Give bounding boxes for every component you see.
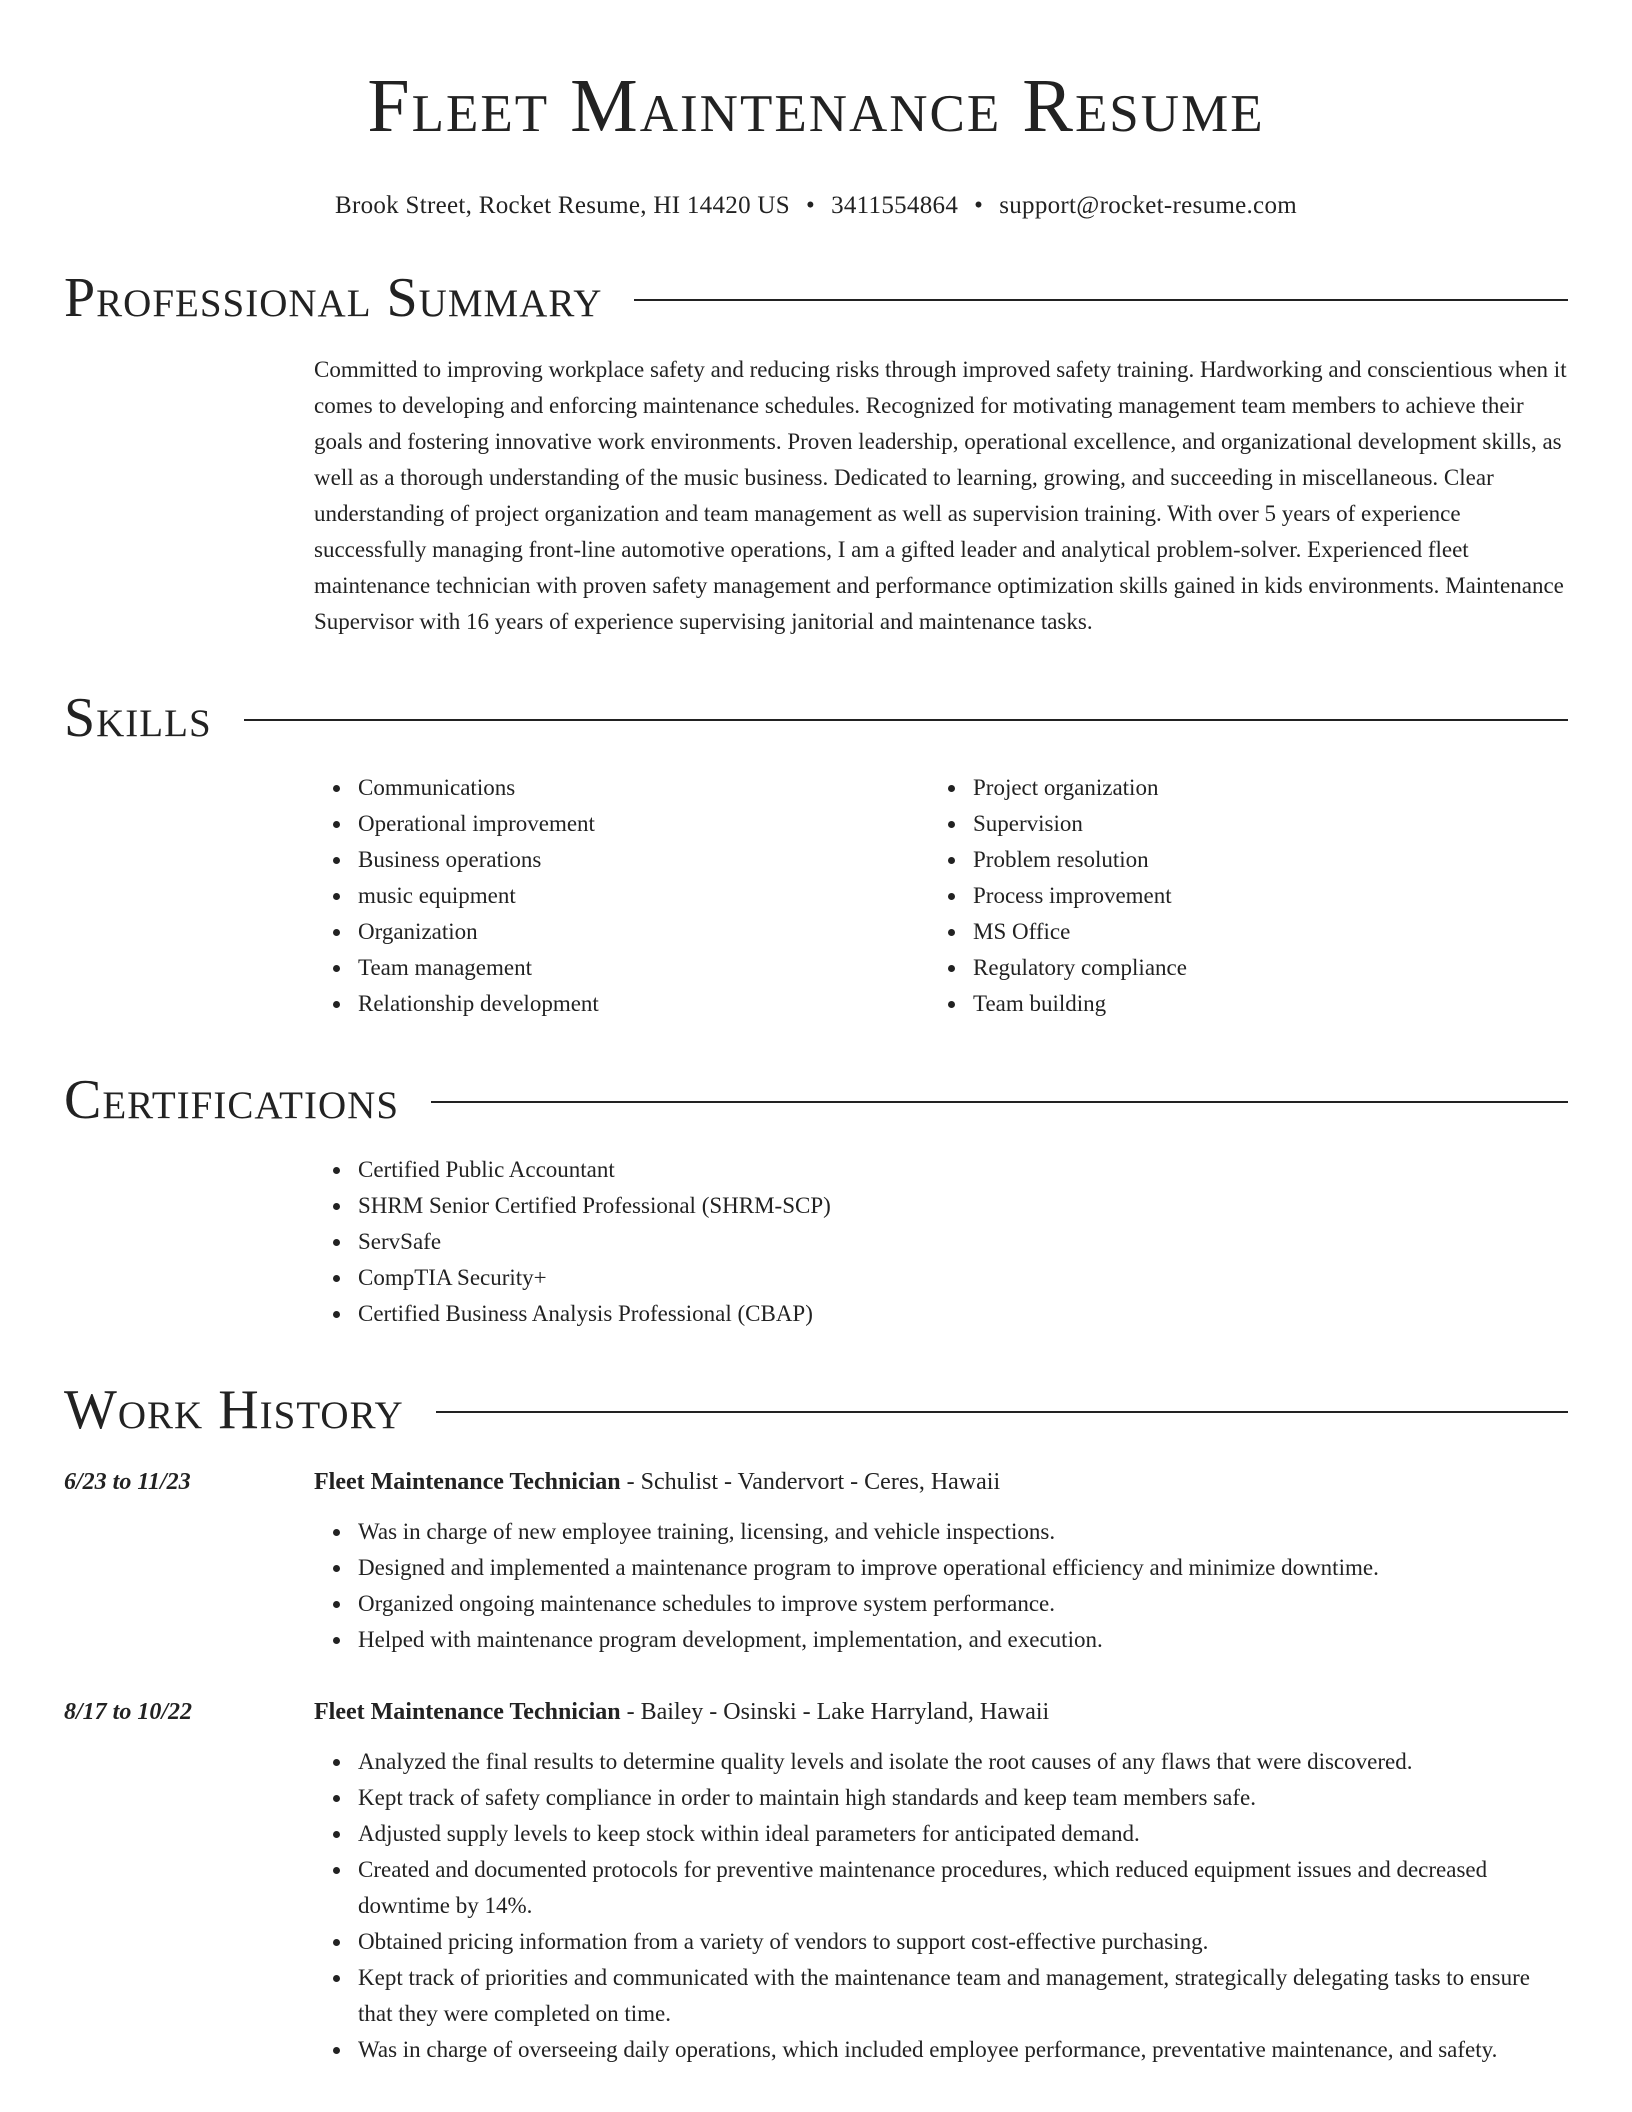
job-bullets [314,1744,1568,2068]
job-bullet: Created and documented protocols for preventive maintenance procedures, which reduced equipment issues and decreased downtime by 14%. [358,1852,1568,1924]
job-dates: 8/17 to 10/22 [64,1699,193,1725]
skills-column-right [929,770,1544,1022]
job-details [314,1464,1568,1658]
certification-item: Certified Public Accountant [358,1152,1568,1188]
skill-item: Operational improvement [358,806,929,842]
certification-item: Certified Business Analysis Professional (CBAP) [358,1296,1568,1332]
contact-address: Brook Street, Rocket Resume, HI 14420 US [334,192,790,219]
work-history-heading: Work History [64,1379,404,1441]
certification-item: SHRM Senior Certified Professional (SHRM-SCP) [358,1188,1568,1224]
skill-item: music equipment [358,878,929,914]
contact-phone: 3411554864 [831,192,959,219]
skill-item: Relationship development [358,986,929,1022]
job-role: Fleet Maintenance Technician [314,1699,621,1725]
skill-item: Communications [358,770,929,806]
job-dates: 6/23 to 11/23 [64,1469,191,1495]
section-divider [431,1101,1568,1103]
skill-item: Project organization [973,770,1544,806]
job-entry [64,1464,1568,1658]
contact-separator: • [974,192,984,219]
job-bullet: Was in charge of new employee training, licensing, and vehicle inspections. [358,1514,1568,1550]
skill-item: Process improvement [973,878,1544,914]
job-bullets [314,1514,1568,1658]
contact-email: support@rocket-resume.com [999,192,1297,219]
certification-item: ServSafe [358,1224,1568,1260]
section-divider [244,719,1568,721]
resume-title: Fleet Maintenance Resume [367,64,1265,148]
job-role: Fleet Maintenance Technician [314,1469,621,1495]
job-bullet: Organized ongoing maintenance schedules to improve system performance. [358,1586,1568,1622]
summary-section-header [64,266,1568,330]
summary-text: Committed to improving workplace safety and reducing risks through improved safety training. Hardworking and conscientious when it comes to developing and enforcing maintenance schedules. Recognized for motivating management team members to achieve their goals and fostering innovative work environments. Proven leadership, operational excellence, and organizational development skills, as well as a thorough understanding of the music business. Dedicated to learning, growing, and succeeding in miscellaneous. Clear understanding of project organization and team management as well as supervision training. With over 5 years of experience successfully managing front-line automotive operations, I am a gifted leader and analytical problem-solver. Experienced fleet maintenance technician with proven safety management and performance optimization skills gained in kids environments. Maintenance Supervisor with 16 years of experience supervising janitorial and maintenance tasks. [314,357,1567,634]
job-title-line [314,1694,1568,1730]
certifications-section-header [64,1068,1568,1132]
job-bullet: Helped with maintenance program development, implementation, and execution. [358,1622,1568,1658]
job-bullet: Obtained pricing information from a variety of vendors to support cost-effective purchasing. [358,1924,1568,1960]
skill-item: Supervision [973,806,1544,842]
skills-column-left [314,770,929,1022]
job-bullet: Kept track of safety compliance in order to maintain high standards and keep team members safe. [358,1780,1568,1816]
section-divider [436,1411,1568,1413]
job-bullet: Designed and implemented a maintenance program to improve operational efficiency and minimize downtime. [358,1550,1568,1586]
skill-item: Team building [973,986,1544,1022]
contact-line [64,192,1568,220]
summary-heading: Professional Summary [64,267,603,329]
skill-item: Organization [358,914,929,950]
job-bullet: Was in charge of overseeing daily operations, which included employee performance, preventative maintenance, and safety. [358,2032,1568,2068]
skills-list [314,770,1568,1022]
job-bullet: Analyzed the final results to determine quality levels and isolate the root causes of any flaws that were discovered. [358,1744,1568,1780]
skill-item: Problem resolution [973,842,1544,878]
skill-item: Business operations [358,842,929,878]
certifications-list [314,1152,1568,1332]
work-history-section-header [64,1378,1568,1442]
skill-item: MS Office [973,914,1544,950]
job-employer-location: - Schulist - Vandervort - Ceres, Hawaii [620,1469,1001,1495]
contact-separator: • [806,192,816,219]
certifications-heading: Certifications [64,1069,400,1131]
section-divider [634,299,1568,301]
job-entry [64,1694,1568,2068]
job-details [314,1694,1568,2068]
job-title-line [314,1464,1568,1500]
skills-section-header [64,686,1568,750]
certification-item: CompTIA Security+ [358,1260,1568,1296]
job-bullet: Adjusted supply levels to keep stock within ideal parameters for anticipated demand. [358,1816,1568,1852]
skill-item: Regulatory compliance [973,950,1544,986]
job-bullet: Kept track of priorities and communicated with the maintenance team and management, strategically delegating tasks to ensure that they were completed on time. [358,1960,1568,2032]
skill-item: Team management [358,950,929,986]
job-employer-location: - Bailey - Osinski - Lake Harryland, Hawaii [620,1699,1050,1725]
skills-heading: Skills [64,687,212,749]
